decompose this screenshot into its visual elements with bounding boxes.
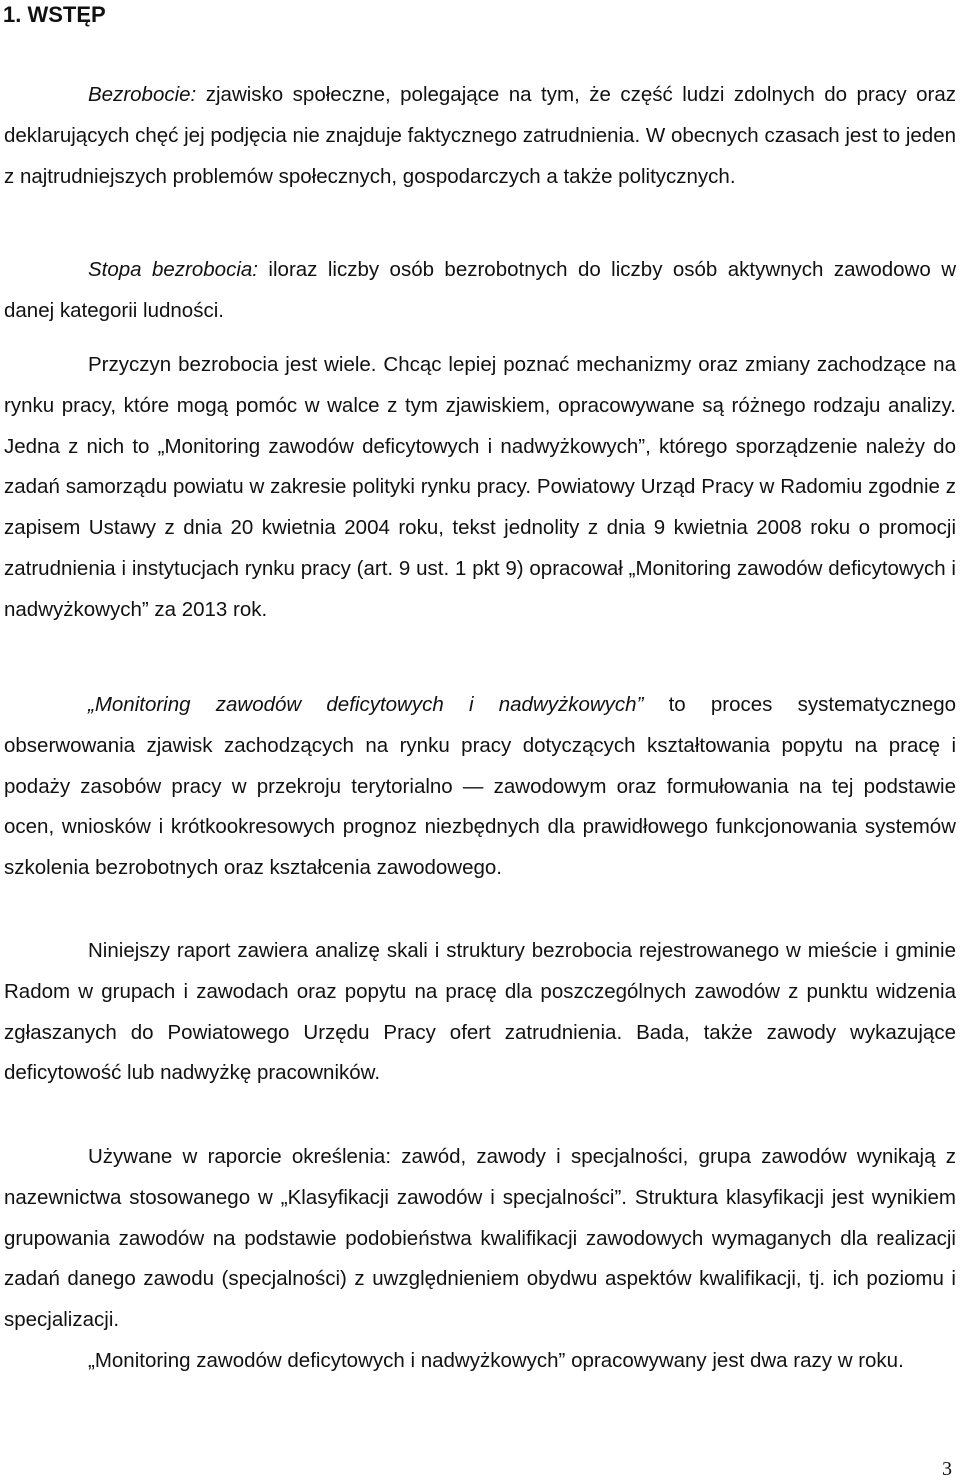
term-bezrobocie: Bezrobocie: [88, 83, 197, 106]
paragraph-okreslenia [4, 1137, 956, 1341]
paragraph-stopa-bezrobocia-definition [4, 250, 956, 332]
definition-stopa-bezrobocia: iloraz liczby osób bezrobotnych do liczby osób aktywnych zawodowo w danej kategorii ludności. [4, 258, 956, 322]
paragraph-bezrobocie-definition [4, 75, 956, 197]
term-monitoring: „Monitoring zawodów deficytowych i nadwyżkowych” [88, 693, 644, 716]
term-stopa-bezrobocia: Stopa bezrobocia: [88, 258, 258, 281]
paragraph-czestotliwosc [4, 1341, 956, 1382]
paragraph-text: Przyczyn bezrobocia jest wiele. Chcąc lepiej poznać mechanizmy oraz zmiany zachodzące na rynku pracy, które mogą pomóc w walce z tym zjawiskiem, opracowywane są różnego rodzaju analizy. Jedna z nich to „Monitoring zawodów deficytowych i nadwyżkowych”, którego sporządzenie należy do zadań samorządu powiatu w zakresie polityki rynku pracy. Powiatowy Urząd Pracy w Radomiu zgodnie z zapisem Ustawy z dnia 20 kwietnia 2004 roku, tekst jednolity z dnia 9 kwietnia 2008 roku o promocji zatrudnienia i instytucjach rynku pracy (art. 9 ust. 1 pkt 9) opracował „Monitoring zawodów deficytowych i nadwyżkowych” za 2013 rok. [4, 353, 956, 621]
definition-bezrobocie: zjawisko społeczne, polegające na tym, że część ludzi zdolnych do pracy oraz deklarujących chęć jej podjęcia nie znajduje faktycznego zatrudnienia. W obecnych czasach jest to jeden z najtrudniejszych problemów społecznych, gospodarczych a także politycznych. [4, 83, 956, 188]
paragraph-monitoring-definition [4, 685, 956, 889]
paragraph-raport-zakres [4, 931, 956, 1094]
page-number: 3 [942, 1458, 952, 1480]
paragraph-text: Używane w raporcie określenia: zawód, zawody i specjalności, grupa zawodów wynikają z nazewnictwa stosowanego w „Klasyfikacji zawodów i specjalności”. Struktura klasyfikacji jest wynikiem grupowania zawodów na podstawie podobieństwa kwalifikacji zawodowych wymaganych dla realizacji zadań danego zawodu (specjalności) z uwzględnieniem obydwu aspektów kwalifikacji, tj. ich poziomu i specjalizacji. [4, 1145, 956, 1332]
paragraph-przyczyny-bezrobocia [4, 345, 956, 631]
paragraph-text: Niniejszy raport zawiera analizę skali i struktury bezrobocia rejestrowanego w mieście i gminie Radom w grupach i zawodach oraz popytu na pracę dla poszczególnych zawodów z punktu widzenia zgłaszanych do Powiatowego Urzędu Pracy ofert zatrudnienia. Bada, także zawody wykazujące deficytowość lub nadwyżkę pracowników. [4, 939, 956, 1085]
paragraph-text: „Monitoring zawodów deficytowych i nadwyżkowych” opracowywany jest dwa razy w roku. [88, 1349, 904, 1372]
definition-monitoring: to proces systematycznego obserwowania zjawisk zachodzących na rynku pracy dotyczących kształtowania popytu na pracę i podaży zasobów pracy w przekroju terytorialno — zawodowym oraz formułowania na tej podstawie ocen, wniosków i krótkookresowych prognoz niezbędnych dla prawidłowego funkcjonowania systemów szkolenia bezrobotnych oraz kształcenia zawodowego. [4, 693, 957, 880]
section-heading: 1. WSTĘP [3, 2, 106, 27]
